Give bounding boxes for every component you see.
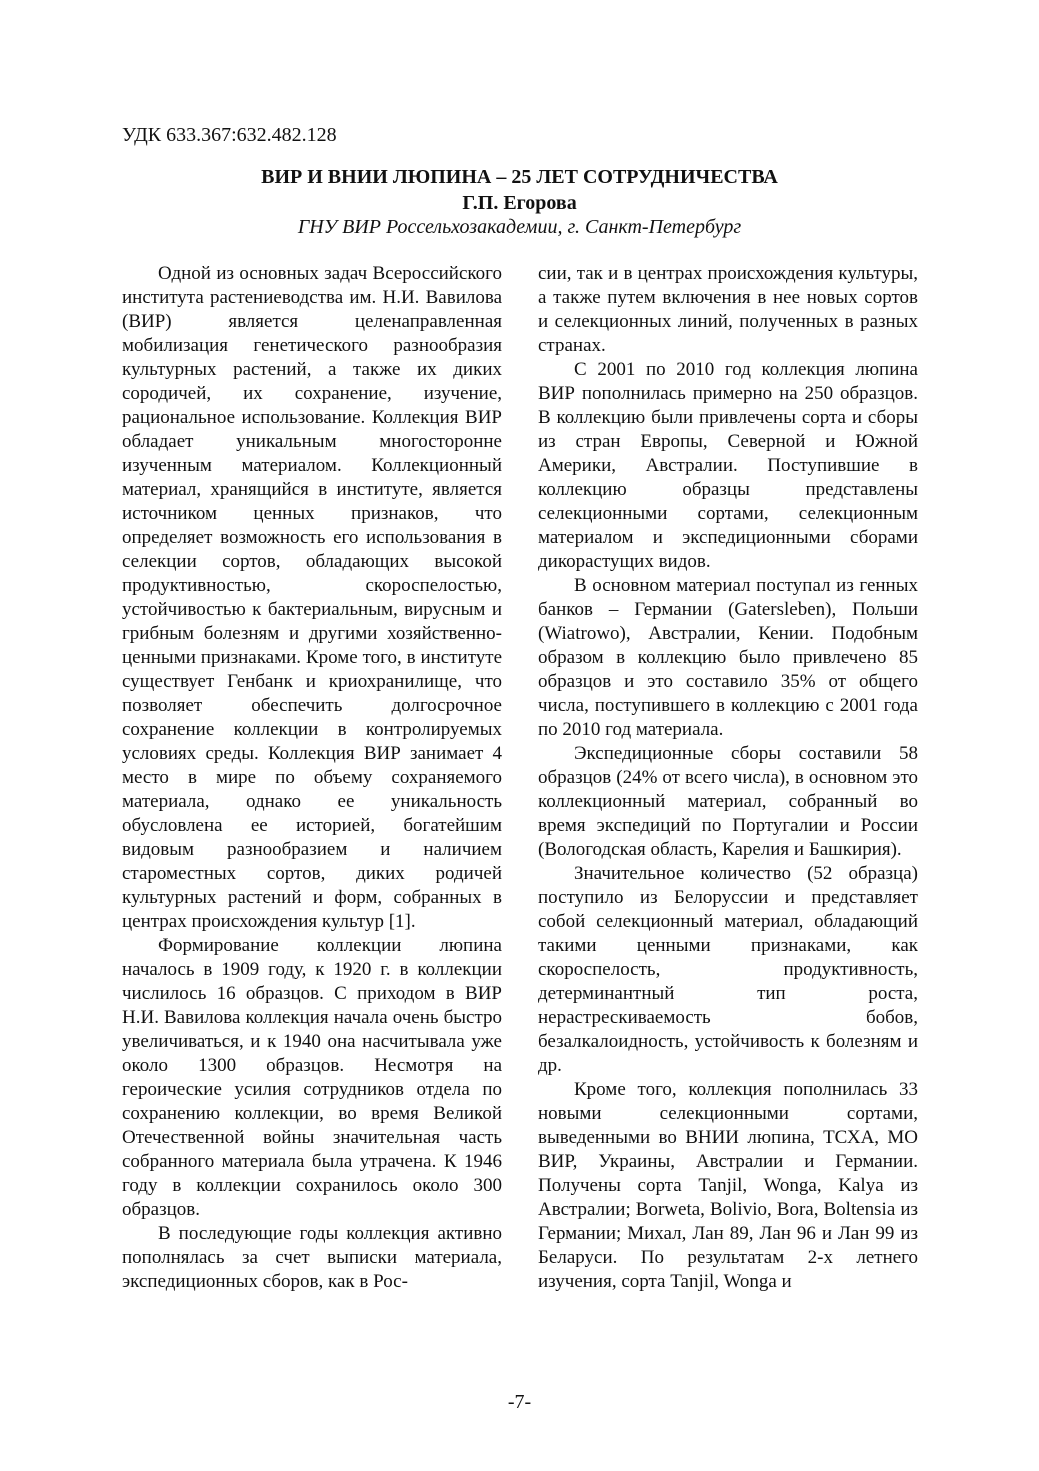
paragraph: Формирование коллекции люпина началось в 1909 году, к 1920 г. в коллекции числилось 16 образцов. С приходом в ВИР Н.И. Вавилова коллекция начала очень быстро увеличиваться, и к 1940 она насчитывала уже около 1300 образцов. Несмотря на героические усилия сотрудников отдела по сохранению коллекции, во время Великой Отечественной войны значительная часть собранного материала была утрачена. К 1946 году в коллекции сохранилось около 300 образцов. xyxy=(122,935,502,1220)
paragraph: С 2001 по 2010 год коллекция люпина ВИР пополнилась примерно на 250 образцов. В коллекцию были привлечены сорта и сборы из стран Европы, Северной и Южной Америки, Австралии. Поступившие в коллекцию образцы представлены селекционными сортами, селекционным материалом и экспедиционными сборами дикорастущих видов. xyxy=(538,359,918,572)
author-affiliation: ГНУ ВИР Россельхозакадемии, г. Санкт-Петербург xyxy=(297,216,742,238)
author-name: Г.П. Егорова xyxy=(462,192,577,214)
paragraph: Экспедиционные сборы составили 58 образцов (24% от всего числа), в основном это коллекционный материал, собранный во время экспедиций по Португалии и России (Вологодская область, Карелия и Башкирия). xyxy=(538,743,918,860)
right-column xyxy=(538,262,918,1294)
paragraph: Значительное количество (52 образца) поступило из Белоруссии и представляет собой селекционный материал, обладающий такими ценными признаками, как скороспелость, продуктивность, детерминантный тип роста, нерастрескиваемость бобов, безалкалоидность, устойчивость к болезням и др. xyxy=(538,863,918,1076)
paragraph: В последующие годы коллекция активно пополнялась за счет выписки материала, экспедиционных сборов, как в Рос- xyxy=(122,1223,502,1292)
paragraph: Одной из основных задач Всероссийского института растениеводства им. Н.И. Вавилова (ВИР) является целенаправленная мобилизация генетического разнообразия культурных растений, а также их диких сородичей, их сохранение, изучение, рациональное использование. Коллекция ВИР обладает уникальным многосторонне изученным материалом. Коллекционный материал, хранящийся в институте, является источником ценных признаков, что определяет возможность его использования в селекции сортов, обладающих высокой продуктивностью, скороспелостью, устойчивостью к бактериальным, вирусным и грибным болезням и другими хозяйственно-ценными признаками. Кроме того, в институте существует Генбанк и криохранилище, что позволяет обеспечить долгосрочное сохранение коллекции в контролируемых условиях среды. Коллекция ВИР занимает 4 место в мире по объему сохраняемого материала, однако ее уникальность обусловлена ее историей, богатейшим видовым разнообразием и наличием староместных сортов, диких родичей культурных растений и форм, собранных в центрах происхождения культур [1]. xyxy=(122,263,502,932)
left-column xyxy=(122,262,502,1294)
paragraph: В основном материал поступал из генных банков – Германии (Gatersleben), Польши (Wiatrowo), Австралии, Кении. Подобным образом в коллекцию было привлечено 85 образцов и это составило 35% от общего числа, поступившего в коллекцию с 2001 года по 2010 год материала. xyxy=(538,575,918,740)
paragraph-continued: сии, так и в центрах происхождения культуры, а также путем включения в нее новых сортов и селекционных линий, полученных в разных странах. xyxy=(538,263,918,356)
udk-code: УДК 633.367:632.482.128 xyxy=(122,124,337,146)
page-number: -7- xyxy=(507,1391,532,1413)
article-title: ВИР И ВНИИ ЛЮПИНА – 25 ЛЕТ СОТРУДНИЧЕСТВА xyxy=(261,166,778,188)
paragraph: Кроме того, коллекция пополнилась 33 новыми селекционными сортами, выведенными во ВНИИ люпина, ТСХА, МО ВИР, Украины, Австралии и Германии. Получены сорта Tanjil, Wonga, Kalya из Австралии; Borweta, Bolivio, Bora, Boltensia из Германии; Михал, Лан 89, Лан 96 и Лан 99 из Беларуси. По результатам 2-х летнего изучения, сорта Tanjil, Wonga и xyxy=(538,1079,918,1292)
